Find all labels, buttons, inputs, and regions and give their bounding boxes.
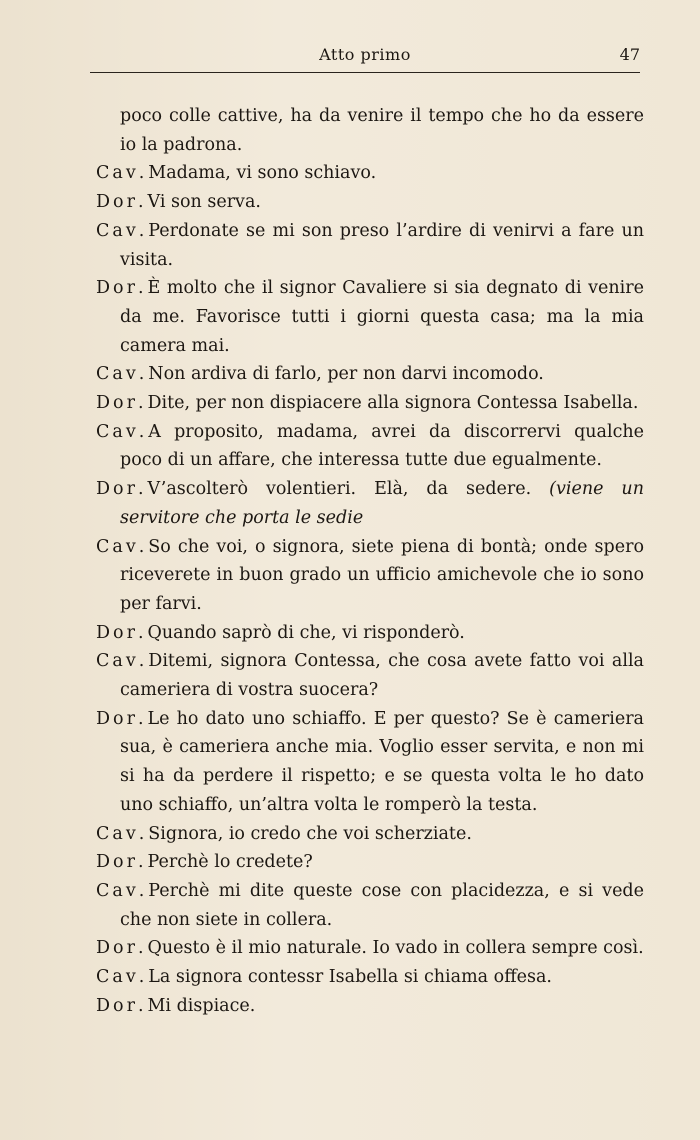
speech-text: poco colle cattive, ha da venire il tempo che ho da essere io la padrona.	[120, 106, 644, 155]
speaker-label: Dor	[96, 995, 138, 1016]
speaker-dot: .	[138, 651, 145, 672]
page-number: 47	[619, 45, 640, 64]
speaker-label: Cav	[96, 364, 139, 385]
speech-text: Madama, vi sono schiavo.	[148, 163, 377, 184]
continued-text	[96, 102, 644, 159]
speaker-dot: .	[138, 421, 145, 442]
speaker-dot: .	[137, 393, 144, 414]
running-title: Atto primo	[319, 45, 411, 64]
dialogue-line	[96, 647, 644, 704]
speaker-label: Dor	[96, 393, 138, 414]
speech-text: La signora contessr Isabella si chiama offesa.	[148, 967, 552, 988]
speech-text: È molto che il signor Cavaliere si sia degnato di venire da me. Favorisce tutti i giorni questa casa; ma la mia camera mai.	[120, 278, 644, 356]
dialogue-line	[96, 418, 644, 475]
speaker-dot: .	[137, 852, 144, 873]
speaker-dot: .	[137, 622, 144, 643]
speaker-label: Dor	[96, 938, 138, 959]
speaker-dot: .	[137, 479, 144, 500]
speaker-dot: .	[138, 880, 145, 901]
speaker-label: Cav	[96, 823, 139, 844]
speaker-dot: .	[137, 192, 144, 213]
speaker-label: Dor	[96, 852, 138, 873]
speech-text: Dite, per non dispiacere alla signora Contessa Isabella.	[147, 393, 639, 414]
speech-text: Questo è il mio naturale. Io vado in collera sempre così.	[147, 938, 644, 959]
speaker-dot: .	[138, 823, 145, 844]
speech-text: Perchè mi dite queste cose con placidezza, e si vede che non siete in collera.	[120, 880, 644, 930]
speaker-dot: .	[138, 536, 145, 557]
dialogue-line	[96, 159, 644, 188]
speech-text: Perdonate se mi son preso l’ardire di venirvi a fare un visita.	[120, 220, 644, 270]
speaker-dot: .	[138, 364, 145, 385]
dialogue-line	[96, 274, 644, 360]
dialogue-line	[96, 389, 644, 418]
speech-text: Vi son serva.	[147, 192, 261, 213]
speaker-label: Dor	[96, 278, 138, 299]
dialogue-line	[96, 877, 644, 934]
speaker-dot: .	[137, 708, 144, 729]
speech-text: Signora, io credo che voi scherziate.	[148, 823, 472, 844]
speech-text: Le ho dato uno schiaffo. E per questo? Se è cameriera sua, è cameriera anche mia. Voglio esser servita, e non mi si ha da perdere il rispetto; e se questa volta le ho dato uno schiaffo, un’altra volta le romperò la testa.	[120, 708, 644, 815]
speaker-label: Cav	[96, 536, 139, 557]
speaker-label: Cav	[96, 880, 139, 901]
speech-text: V’ascolterò volentieri. Elà, da sedere.	[147, 479, 532, 500]
speech-text: Mi dispiace.	[147, 995, 256, 1016]
speaker-label: Dor	[96, 479, 138, 500]
stage-direction: (viene un servitore che porta le sedie	[120, 479, 644, 528]
dialogue-line	[96, 619, 644, 648]
speaker-dot: .	[138, 163, 145, 184]
dialogue-line	[96, 188, 644, 217]
speaker-label: Cav	[96, 220, 139, 241]
page-header	[90, 45, 640, 71]
speech-text: Perchè lo credete?	[147, 852, 313, 873]
speaker-dot: .	[138, 967, 145, 988]
speaker-label: Cav	[96, 163, 139, 184]
dialogue-line	[96, 963, 644, 992]
speaker-dot: .	[138, 220, 145, 241]
speaker-label: Cav	[96, 967, 139, 988]
dialogue-line	[96, 705, 644, 820]
dialogue-line	[96, 217, 644, 274]
speaker-label: Cav	[96, 421, 139, 442]
speech-text: Non ardiva di farlo, per non darvi incomodo.	[148, 364, 544, 385]
speaker-dot: .	[137, 278, 144, 299]
dialogue-line	[96, 475, 644, 532]
speaker-label: Cav	[96, 651, 139, 672]
speech-text: A proposito, madama, avrei da discorrervi qualche poco di un affare, che interessa tutte due egualmente.	[120, 421, 644, 471]
speaker-dot: .	[137, 995, 144, 1016]
dialogue-line	[96, 934, 644, 963]
speaker-dot: .	[137, 938, 144, 959]
dialogue-line	[96, 533, 644, 619]
speech-text: Ditemi, signora Contessa, che cosa avete fatto voi alla cameriera di vostra suocera?	[120, 651, 644, 701]
speech-text: So che voi, o signora, siete piena di bontà; onde spero riceverete in buon grado un ufficio amichevole che io sono per farvi.	[120, 536, 644, 614]
speech-text: Quando saprò di che, vi risponderò.	[147, 622, 465, 643]
dialogue-line	[96, 992, 644, 1021]
speaker-label: Dor	[96, 708, 138, 729]
speaker-label: Dor	[96, 192, 138, 213]
speaker-label: Dor	[96, 622, 138, 643]
dialogue-text	[96, 102, 644, 1021]
dialogue-line	[96, 820, 644, 849]
dialogue-line	[96, 360, 644, 389]
header-rule	[90, 72, 640, 73]
dialogue-line	[96, 848, 644, 877]
